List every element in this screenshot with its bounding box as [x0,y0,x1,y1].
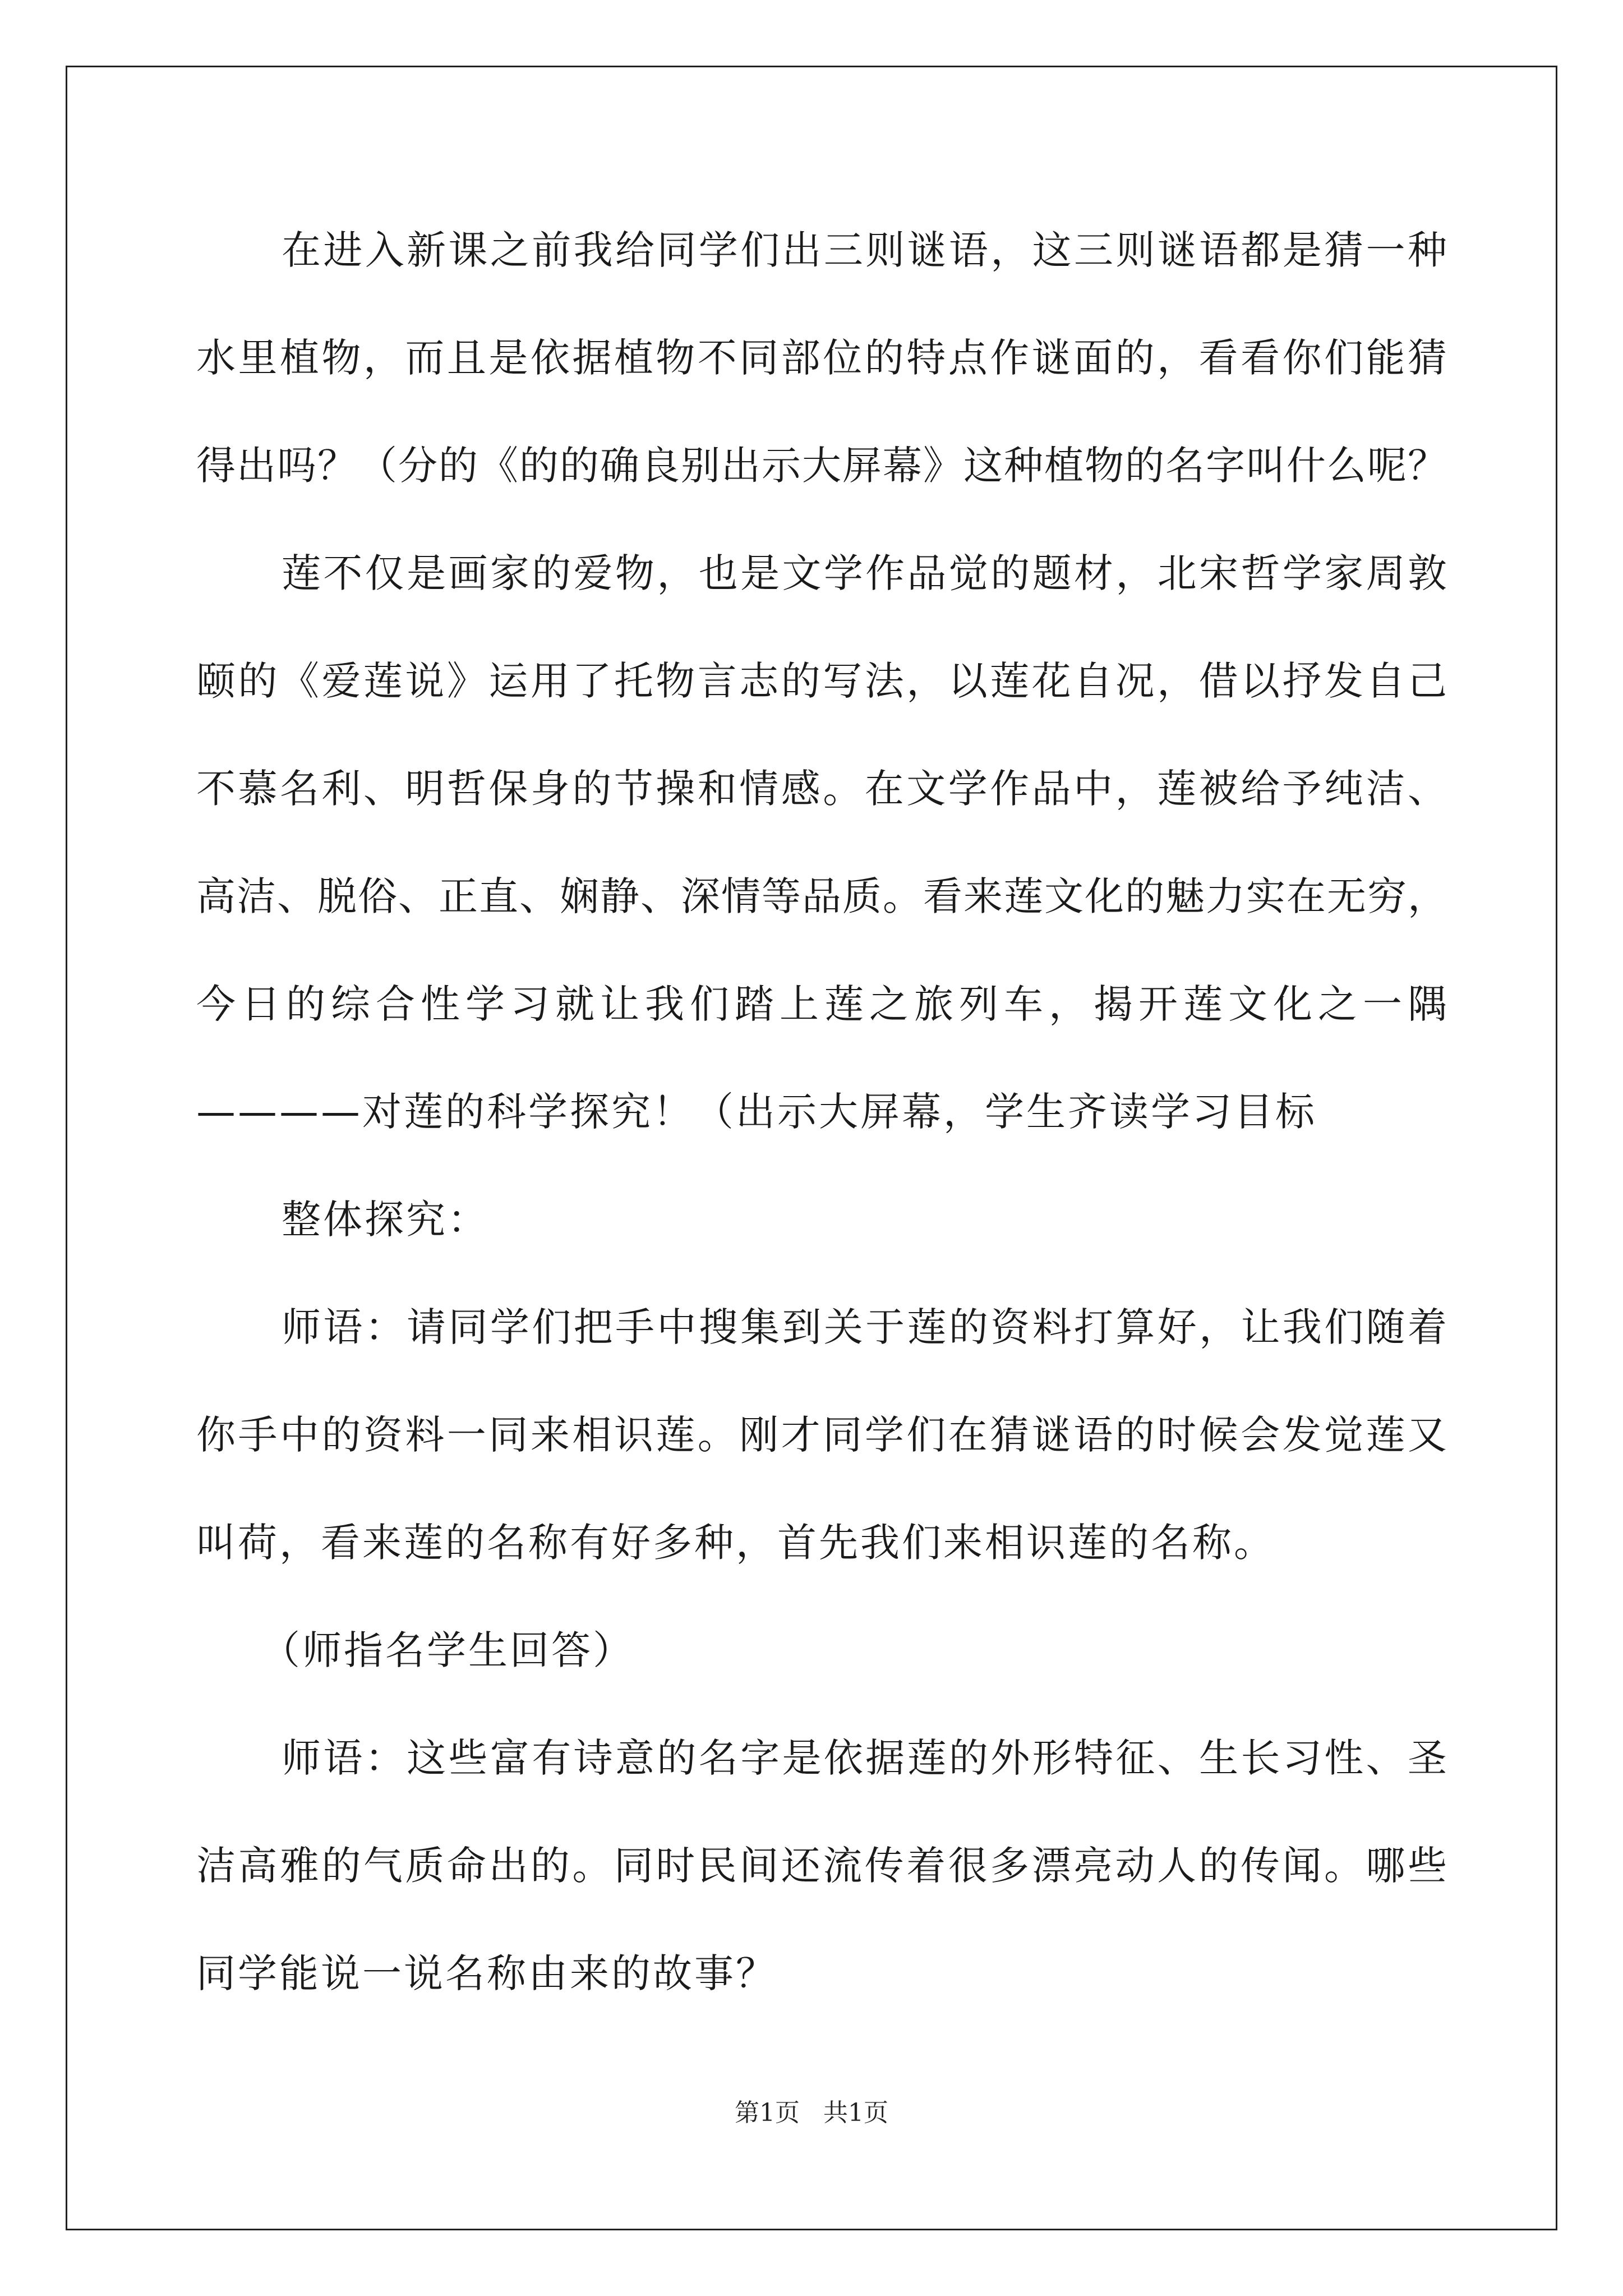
document-body [196,219,1447,2050]
text-line: 水里植物，而且是依据植物不同部位的特点作谜面的，看看你们能猜 [196,335,1447,381]
text-line: 同学能说一说名称由来的故事？ [196,1950,777,1996]
text-line: 颐的《爱莲说》运用了托物言志的写法，以莲花自况，借以抒发自己 [196,658,1447,704]
text-line: 不慕名利、明哲保身的节操和情感。在文学作品中，莲被给予纯洁、 [196,766,1447,812]
text-line: 今日的综合性学习就让我们踏上莲之旅列车，揭开莲文化之一隅 [196,981,1447,1027]
text-line: 莲不仅是画家的爱物，也是文学作品觉的题材，北宋哲学家周敦 [282,550,1447,596]
section-heading: 整体探究： [282,1197,489,1243]
text-line: 得出吗？（分的《的的确良别出示大屏幕》这种植物的名字叫什么呢？ [196,443,1447,489]
page-number: 第1页 共1页 [735,2099,888,2127]
text-line: 在进入新课之前我给同学们出三则谜语，这三则谜语都是猜一种 [282,227,1447,273]
text-line: 你手中的资料一同来相识莲。刚才同学们在猜谜语的时候会发觉莲又 [196,1412,1447,1458]
text-line: 洁高雅的气质命出的。同时民间还流传着很多漂亮动人的传闻。哪些 [196,1843,1447,1889]
text-line: 师语：请同学们把手中搜集到关于莲的资料打算好，让我们随着 [282,1304,1447,1350]
stage-direction: （师指名学生回答） [261,1627,634,1673]
text-line: ————对莲的科学探究！（出示大屏幕，学生齐读学习目标 [196,1089,1317,1135]
text-line: 高洁、脱俗、正直、娴静、深情等品质。看来莲文化的魅力实在无穷， [196,873,1447,919]
text-line: 师语：这些富有诗意的名字是依据莲的外形特征、生长习性、圣 [282,1735,1447,1781]
text-line: 叫荷，看来莲的名称有好多种，首先我们来相识莲的名称。 [196,1520,1275,1566]
